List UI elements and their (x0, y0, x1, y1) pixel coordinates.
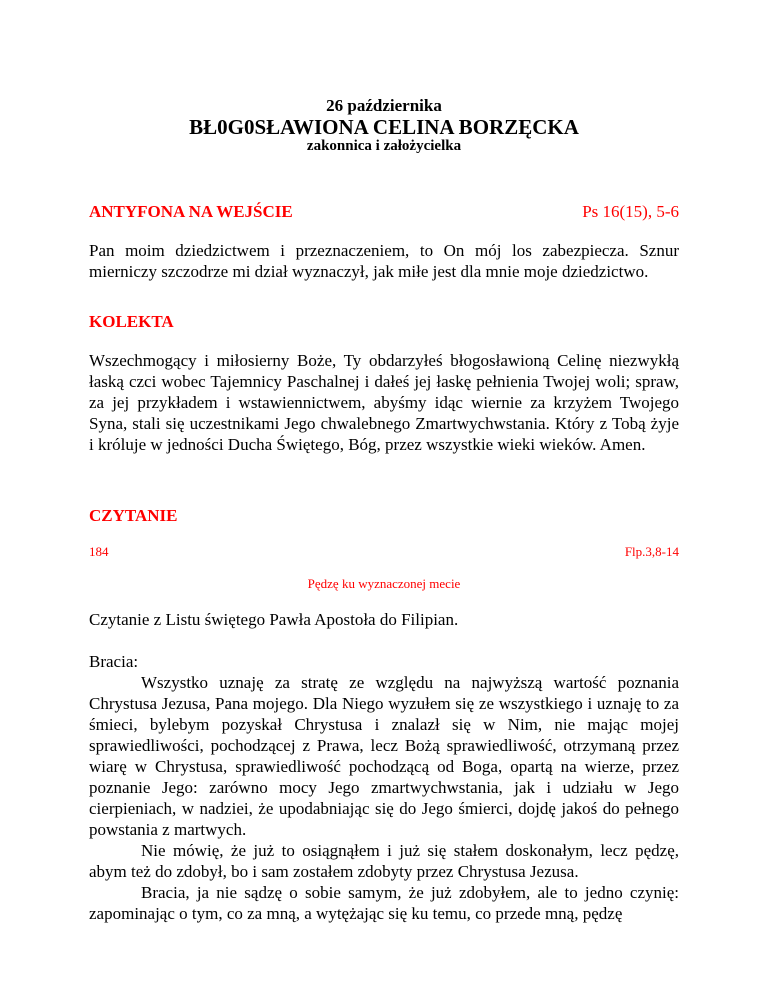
saint-subtitle: zakonnica i założycielka (306, 138, 462, 154)
czytanie-paragraph-1: Wszystko uznaję za stratę ze względu na najwyższą wartość poznania Chrystusa Jezusa, Pana mojego. Dla Niego wyzułem się ze wszystkiego i uznaję to za śmieci, bylebym pozyskał Chrystusa i znalazł się w Nim, nie mając mojej sprawiedliwości, pochodzącej z Prawa, lecz Bożą sprawiedliwość, otrzymaną przez wiarę w Chrystusa, sprawiedliwość pochodzącą od Boga, opartą na wierze, przez poznanie Jego: zarówno mocy Jego zmartwychwstania, jak i udziału w Jego cierpieniach, w nadziei, że upodabniając się do Jego śmierci, dojdę jakoś do pełnego powstania z martwych. (89, 673, 679, 839)
czytanie-heading: CZYTANIE (89, 506, 178, 525)
feast-date: 26 października (326, 96, 442, 115)
czytanie-paragraph-3: Bracia, ja nie sądzę o sobie samym, że już zdobyłem, ale to jedno czynię: zapominając o tym, co za mną, a wytężając się ku temu, co przede mną, pędzę (89, 883, 679, 923)
czytanie-paragraph-2: Nie mówię, że już to osiągnąłem i już się stałem doskonałym, lecz pędzę, abym też do zdobył, bo i sam zostałem zdobyty przez Chrystusa Jezusa. (89, 841, 679, 881)
kolekta-heading: KOLEKTA (89, 312, 174, 331)
antyfona-heading: ANTYFONA NA WEJŚCIE (89, 202, 293, 221)
czytanie-number: 184 (89, 544, 109, 559)
kolekta-text: Wszechmogący i miłosierny Boże, Ty obdarzyłeś błogosławioną Celinę niezwykłą łaską czci wobec Tajemnicy Paschalnej i dałeś jej łaskę pełnienia Twojej woli; spraw, za jej przykładem i wstawiennictwem, abyśmy idąc wiernie za krzyżem Twojego Syna, stali się uczestnikami Jego chwalebnego Zmartwychwstania. Który z Tobą żyje i króluje w jedności Ducha Świętego, Bóg, przez wszystkie wieki wieków. Amen. (89, 351, 679, 454)
antyfona-text: Pan moim dziedzictwem i przeznaczeniem, to On mój los zabezpiecza. Sznur mierniczy szczodrze mi dział wyznaczył, jak miłe jest dla mnie moje dziedzictwo. (89, 241, 679, 281)
antyfona-reference: Ps 16(15), 5-6 (582, 202, 679, 221)
czytanie-salutation: Bracia: (89, 652, 139, 671)
antyfona-heading-row (89, 202, 679, 222)
czytanie-reference: Flp.3,8-14 (624, 544, 679, 559)
saint-title: BŁ0G0SŁAWIONA CELINA BORZĘCKA (189, 115, 579, 139)
czytanie-ref-row (89, 544, 679, 560)
czytanie-motto: Pędzę ku wyznaczonej mecie (307, 576, 461, 591)
czytanie-intro: Czytanie z Listu świętego Pawła Apostoła do Filipian. (89, 610, 459, 629)
